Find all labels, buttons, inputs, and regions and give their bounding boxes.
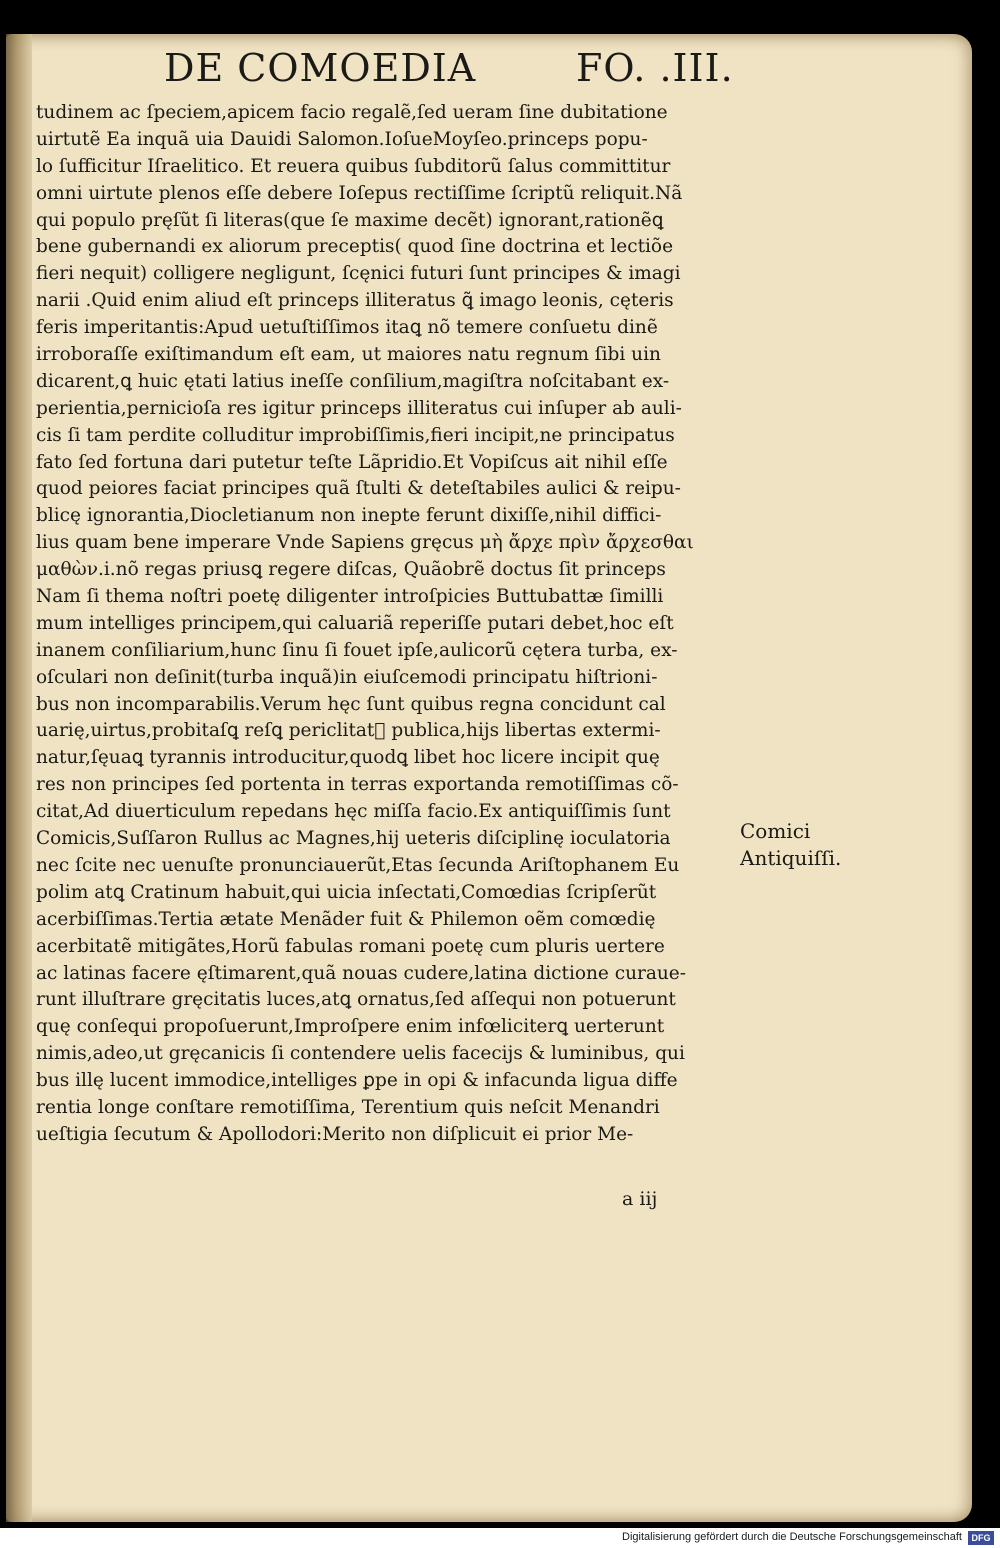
signature-mark: a iij — [622, 1188, 658, 1210]
text-line: bus illę lucent immodice,intelliges ꝑpe in opi & infacunda ligua diffe — [36, 1070, 678, 1092]
text-line: natur,ſęuaꝗ tyrannis introducitur,quodꝗ libet hoc licere incipit quę — [36, 747, 660, 769]
text-line: ueſtigia ſecutum & Apollodori:Merito non diſplicuit ei prior Me- — [36, 1123, 634, 1145]
marginal-note-line: Comici — [740, 819, 811, 843]
funding-footer — [0, 1528, 1000, 1548]
text-line: qui populo pręſũt ſi literas(que ſe maxime decẽt) ignorant,rationẽꝗ — [36, 209, 664, 231]
text-line: res non principes ſed portenta in terras exportanda remotiſſimas cõ- — [36, 774, 679, 796]
text-line: acerbitatẽ mitigãtes,Horũ fabulas romani poetę cum pluris uertere — [36, 935, 665, 957]
text-line: ac latinas facere ęſtimarent,quã nouas cudere,latina dictione curaue- — [36, 962, 687, 984]
running-head-title: DE COMOEDIA — [164, 46, 477, 90]
text-line: perientia,pernicioſa res igitur princeps illiteratus cui inſuper ab auli- — [36, 397, 682, 419]
text-line: polim atꝗ Cratinum habuit,qui uicia inſectati,Comœdias ſcripſerũt — [36, 881, 657, 903]
funding-text: Digitalisierung gefördert durch die Deutsche Forschungsgemeinschaft — [622, 1531, 962, 1543]
text-line: oſculari non deſinit(turba inquã)in eiuſcemodi principatu hiſtrioni- — [36, 666, 658, 688]
text-line: mum intelliges principem,qui caluariã reperiſſe putari debet,hoc eſt — [36, 612, 674, 634]
text-line: cis ſi tam perdite colluditur improbiſſimis,fieri incipit,ne principatus — [36, 424, 675, 446]
text-line: uirtutẽ Ea inquã uia Dauidi Salomon.IoſueMoyſeo.princeps popu- — [36, 128, 648, 150]
folio-number: FO. .III. — [576, 46, 734, 90]
text-line: blicę ignorantia,Diocletianum non inepte ferunt dixiſſe,nihil diffici- — [36, 505, 662, 527]
text-line: lo ſufficitur Iſraelitico. Et reuera quibus ſubditorũ ſalus committitur — [36, 155, 671, 177]
text-line: quod peiores faciat principes quã ſtulti & deteſtabiles aulici & reipu- — [36, 478, 681, 500]
text-line: dicarent,ꝗ huic ętati latius ineſſe conſilium,magiſtra noſcitabant ex- — [36, 370, 670, 392]
text-line: fieri nequit) colligere negligunt, ſcęnici futuri ſunt principes & imagi — [36, 263, 681, 285]
text-line: tudinem ac ſpeciem,apicem facio regalẽ,ſed ueram ſine dubitatione — [36, 102, 668, 123]
text-line: citat,Ad diuerticulum repedans hęc miſſa facio.Ex antiquiſſimis ſunt — [36, 801, 671, 823]
text-line: nimis,adeo,ut gręcanicis ſi contendere uelis facecijs & luminibus, qui — [36, 1043, 685, 1065]
text-line: inanem conſiliarium,hunc ſinu ſi fouet ipſe,aulicorũ cętera turba, ex- — [36, 639, 678, 661]
text-line: μαθὼν.i.nõ regas priusꝗ regere diſcas, Quãobrẽ doctus ſit princeps — [36, 559, 666, 581]
text-line: lius quam bene imperare Vnde Sapiens gręcus μὴ ἄρχε πρὶν ἄρχεσθαι — [36, 532, 694, 554]
text-line: acerbiſſimas.Tertia ætate Menãder fuit & Philemon oẽm comœdię — [36, 908, 656, 930]
marginal-note — [740, 818, 870, 872]
text-line: Comicis,Suſſaron Rullus ac Magnes,hij ueteris diſciplinę ioculatoria — [36, 828, 671, 850]
text-line: nec ſcite nec uenuſte pronunciauerũt,Etas ſecunda Ariſtophanem Eu — [36, 854, 680, 876]
text-line: bus non incomparabilis.Verum hęc ſunt quibus regna concidunt cal — [36, 693, 666, 715]
text-line: omni uirtute plenos eſſe debere Ioſepus rectiſſime ſcriptũ reliquit.Nã — [36, 182, 683, 204]
dfg-logo: DFG — [968, 1531, 994, 1545]
running-head — [164, 46, 754, 96]
text-line: uarię,uirtus,probitaſꝗ reſꝗ periclitatᷓ publica,hijs libertas extermi- — [36, 720, 661, 742]
text-line: runt illuſtrare gręcitatis luces,atꝗ ornatus,ſed aſſequi non potuerunt — [36, 989, 676, 1011]
text-line: rentia longe conſtare remotiſſima, Terentium quis neſcit Menandri — [36, 1096, 660, 1118]
body-text — [36, 100, 748, 1149]
marginal-note-line: Antiquiſſi. — [740, 846, 842, 870]
text-line: bene gubernandi ex aliorum preceptis( quod ſine doctrina et lectiõe — [36, 236, 674, 258]
text-line: Nam ſi thema noſtri poetę diligenter introſpicies Buttubattæ ſimilli — [36, 586, 664, 608]
page-gutter — [6, 34, 32, 1522]
text-line: irroboraſſe exiſtimandum eſt eam, ut maiores natu regnum ſibi uin — [36, 344, 661, 366]
text-line: quę conſequi propoſuerunt,Improſpere enim infœliciterꝗ uerterunt — [36, 1016, 665, 1038]
text-line: fato ſed fortuna dari putetur teſte Lãpridio.Et Vopiſcus ait nihil eſſe — [36, 451, 668, 473]
text-line: feris imperitantis:Apud uetuſtiſſimos itaꝗ nõ temere conſuetu dinẽ — [36, 317, 658, 339]
text-line: narii .Quid enim aliud eſt princeps illiteratus ꝗ̃ imago leonis, cęteris — [36, 290, 674, 312]
